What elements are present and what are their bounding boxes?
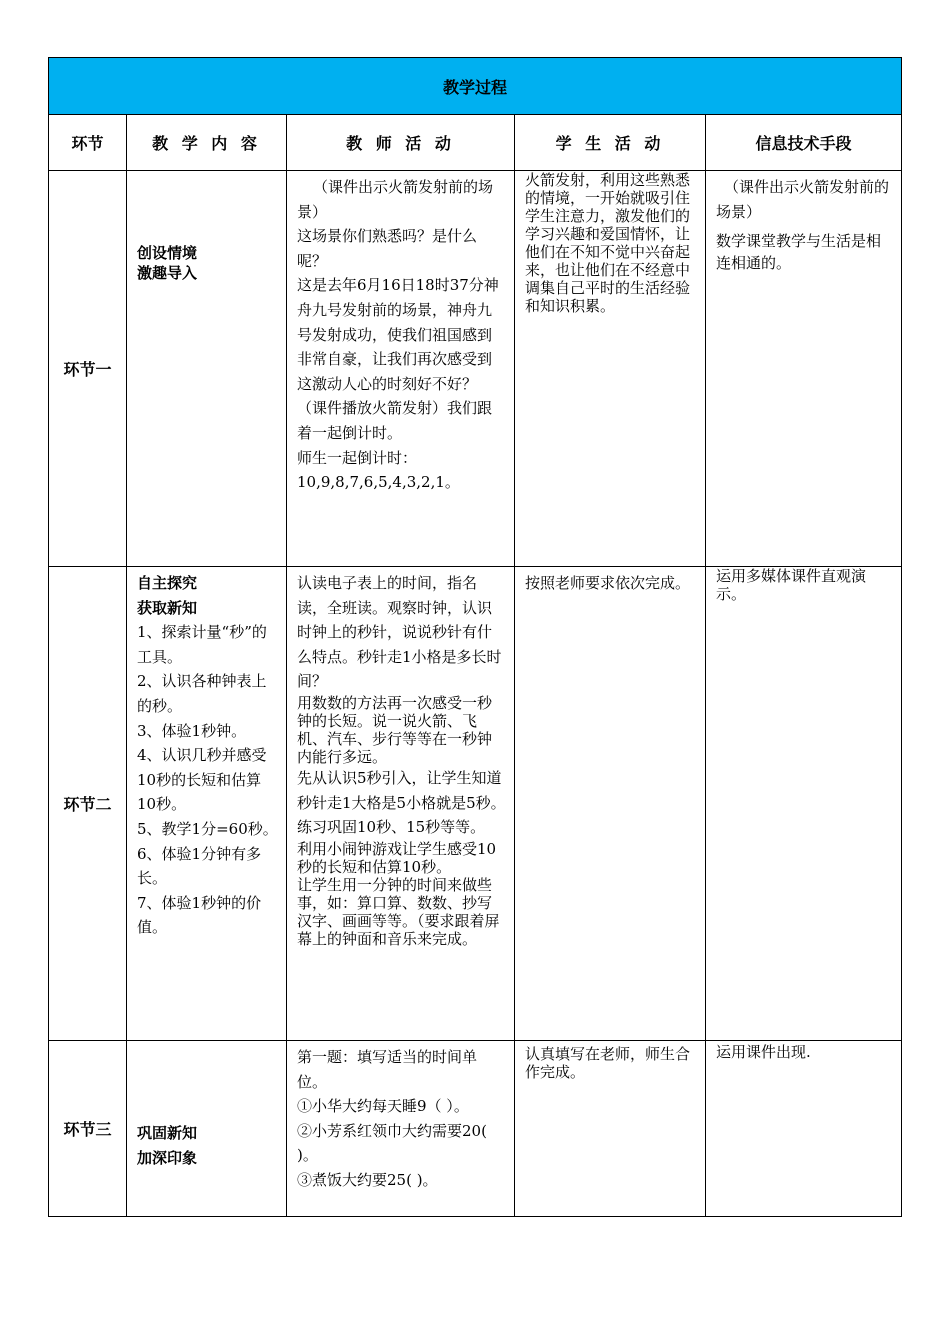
table-row xyxy=(49,567,902,1041)
teacher-text: 师生一起倒计时： xyxy=(297,448,418,467)
header-row xyxy=(49,115,902,171)
header-stage: 环节 xyxy=(49,115,127,171)
teacher-text: 这场景你们熟悉吗？是什么呢？ xyxy=(297,227,478,270)
content-item: 5、教学1分=60秒。 xyxy=(137,819,278,838)
header-tech: 信息技术手段 xyxy=(706,115,902,171)
content-cell xyxy=(127,567,287,1041)
student-cell xyxy=(515,1041,706,1217)
stage-label: 环节一 xyxy=(49,171,127,567)
tech-cell xyxy=(706,1041,902,1217)
header-student: 学 生 活 动 xyxy=(515,115,706,171)
teacher-text: 用数数的方法再一次感受一秒钟的长短。说一说火箭、飞机、汽车、步行等等在一秒钟内能行多远。 xyxy=(297,693,493,766)
content-heading: 巩固新知 xyxy=(137,1124,198,1142)
content-item: 4、认识几秒并感受10秒的长短和估算10秒。 xyxy=(137,746,267,814)
content-heading: 自主探究 xyxy=(137,574,198,592)
teacher-text: ③煮饭大约要25( )。 xyxy=(297,1170,438,1189)
tech-cell xyxy=(706,171,902,567)
content-heading: 激趣导入 xyxy=(137,264,198,282)
tech-text: 数学课堂教学与生活是相连相通的。 xyxy=(716,232,882,273)
content-heading: 获取新知 xyxy=(137,598,198,617)
tech-text: （课件出示火箭发射前的场景） xyxy=(716,178,890,221)
content-item: 7、体验1秒钟的价值。 xyxy=(137,893,262,937)
teacher-cell xyxy=(287,171,515,567)
student-text: 按照老师要求依次完成。 xyxy=(525,574,691,592)
student-text: 认真填写在老师，师生合作完成。 xyxy=(525,1045,691,1081)
content-cell xyxy=(127,171,287,567)
teacher-text: 利用小闹钟游戏让学生感受10秒的长短和估算10秒。 xyxy=(297,839,497,876)
teacher-text: ②小芳系红领巾大约需要20( )。 xyxy=(297,1121,487,1165)
teacher-text: 第一题：填写适当的时间单位。 xyxy=(297,1048,478,1091)
content-cell xyxy=(127,1041,287,1217)
student-text: 火箭发射，利用这些熟悉的情境，一开始就吸引住学生注意力，激发他们的学习兴趣和爱国情怀，让他们在不知不觉中兴奋起来，也让他们在不经意中调集自己平时的生活经验和知识积累。 xyxy=(525,171,691,315)
content-item: 3、体验1秒钟。 xyxy=(137,721,247,740)
content-item: 2、认识各种钟表上的秒。 xyxy=(137,672,267,715)
stage-label: 环节三 xyxy=(49,1041,127,1217)
teacher-cell xyxy=(287,1041,515,1217)
teacher-text: 让学生用一分钟的时间来做些事，如：算口算、数数、抄写汉字、画画等等。（要求跟着屏幕上的钟面和音乐来完成。 xyxy=(297,875,500,948)
teacher-text: 认读电子表上的时间，指名读，全班读。观察时钟，认识时钟上的秒针，说说秒针有什么特点。秒针走1小格是多长时间？ xyxy=(297,574,502,691)
teacher-cell xyxy=(287,567,515,1041)
header-teacher: 教 师 活 动 xyxy=(287,115,515,171)
content-heading: 创设情境 xyxy=(137,244,198,262)
content-item: 6、体验1分钟有多长。 xyxy=(137,844,262,888)
content-item: 1、探索计量“秒”的工具。 xyxy=(137,623,267,666)
teacher-text: ①小华大约每天睡9（ ）。 xyxy=(297,1097,469,1116)
teacher-text: 先从认识5秒引入，让学生知道秒针走1大格是5小格就是5秒。练习巩固10秒、15秒等等。 xyxy=(297,768,506,837)
teacher-text: 10,9,8,7,6,5,4,3,2,1。 xyxy=(297,473,460,492)
teacher-text: （课件出示火箭发射前的场景） xyxy=(297,178,494,221)
student-cell xyxy=(515,567,706,1041)
tech-text: 运用课件出现. xyxy=(716,1043,811,1061)
teacher-text: 这是去年6月16日18时37分神舟九号发射前的场景，神舟九号发射成功，使我们祖国感到非常自豪，让我们再次感受到这激动人心的时刻好不好？（课件播放火箭发射）我们跟着一起倒计时。 xyxy=(297,276,499,442)
lesson-process-table xyxy=(48,57,902,1217)
header-content: 教 学 内 容 xyxy=(127,115,287,171)
student-cell xyxy=(515,171,706,567)
table-row xyxy=(49,1041,902,1217)
table-title: 教学过程 xyxy=(49,58,902,115)
tech-text: 运用多媒体课件直观演示。 xyxy=(716,567,867,603)
content-heading: 加深印象 xyxy=(137,1148,198,1167)
stage-label: 环节二 xyxy=(49,567,127,1041)
table-row xyxy=(49,171,902,567)
tech-cell xyxy=(706,567,902,1041)
